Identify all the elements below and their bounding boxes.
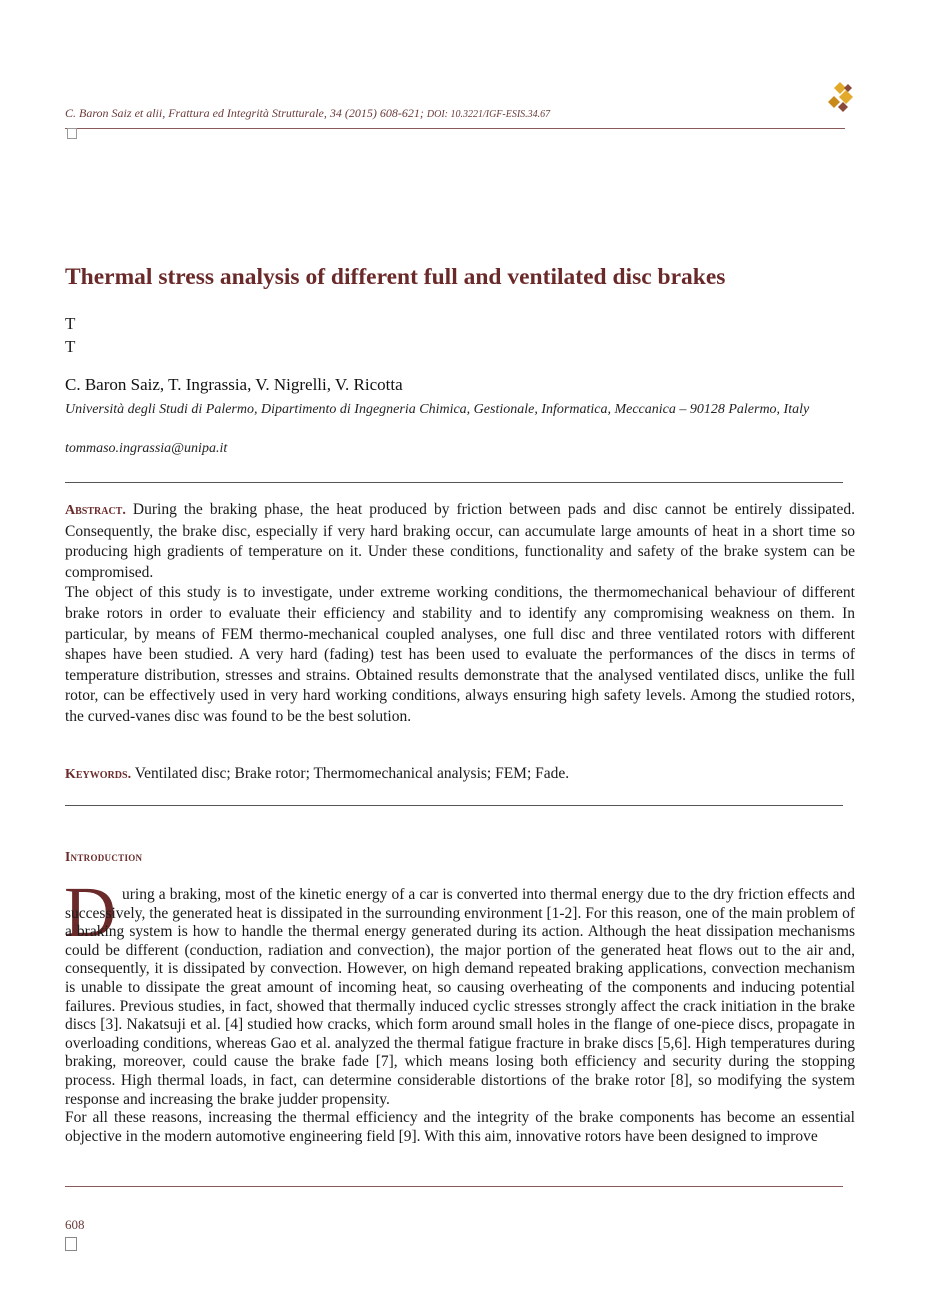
- placeholder-box-icon: [65, 1237, 77, 1251]
- abstract-paragraph-1: [65, 500, 855, 583]
- abstract-label: Abstract.: [65, 503, 126, 518]
- header-rule: [65, 128, 845, 129]
- keywords-label: Keywords.: [65, 767, 132, 782]
- abstract: [65, 500, 855, 728]
- abstract-top-rule: [65, 482, 843, 483]
- intro-paragraph-1: [65, 886, 855, 1109]
- stray-char: T: [65, 314, 76, 333]
- affiliation: Università degli Studi di Palermo, Dipartimento di Ingegneria Chimica, Gestionale, Informatica, Meccanica – 90128 Palermo, Italy: [65, 402, 810, 417]
- keywords: [65, 765, 855, 783]
- abstract-paragraph-2: The object of this study is to investigate, under extreme working conditions, the thermomechanical behaviour of different brake rotors in order to evaluate their efficiency and stability and to identify any compromising weakness on them. In particular, by means of FEM thermo-mechanical coupled analyses, one full disc and three ventilated rotors with different shapes have been studied. A very hard (fading) test has been used to evaluate the performances of the discs in terms of temperature distribution, stresses and strains. Obtained results demonstrate that the analysed ventilated discs, unlike the full rotor, can be effectively used in very hard working conditions, always ensuring high safety levels. Among the studied rotors, the curved-vanes disc was found to be the best solution.: [65, 584, 855, 725]
- abstract-bottom-rule: [65, 805, 843, 806]
- introduction-body: [65, 886, 855, 1146]
- placeholder-box-icon: [67, 128, 77, 139]
- keywords-text: Ventilated disc; Brake rotor; Thermomechanical analysis; FEM; Fade.: [134, 765, 570, 782]
- intro-paragraph-2: For all these reasons, increasing the thermal efficiency and the integrity of the brake components has become an essential objective in the modern automotive engineering field [9]. With this aim, innovative rotors have been designed to improve: [65, 1109, 855, 1145]
- footer-rule: [65, 1186, 843, 1187]
- section-heading-introduction: Introduction: [65, 849, 143, 864]
- author-email[interactable]: tommaso.ingrassia@unipa.it: [65, 441, 228, 456]
- stray-char: T: [65, 337, 76, 356]
- page-number: 608: [65, 1217, 85, 1232]
- journal-logo-icon: [826, 80, 856, 114]
- paper-title: Thermal stress analysis of different full and ventilated disc brakes: [65, 264, 726, 290]
- drop-cap: D: [64, 872, 116, 952]
- citation-text: C. Baron Saiz et alii, Frattura ed Integrità Strutturale, 34 (2015) 608-621;: [65, 106, 424, 120]
- intro-text-1: uring a braking, most of the kinetic energy of a car is converted into thermal energy due to the dry friction effects and successively, the generated heat is dissipated in the surrounding environment [1-2]. For this reason, one of the main problem of a braking system is how to handle the thermal energy generated during its action. Although the heat dissipation mechanisms could be different (conduction, radiation and convection), the major portion of the generated heat flows out to the air and, consequently, it is dissipated by convection. However, on high demand repeated braking applications, convection mechanism is unable to dissipate the great amount of incoming heat, so causing overheating of the components and inducing potential failures. Previous studies, in fact, showed that thermally induced cyclic stresses strongly affect the crack initiation in the brake discs [3]. Nakatsuji et al. [4] studied how cracks, which form around small holes in the flange of one-piece discs, propagate in overloading conditions, whereas Gao et al. analyzed the thermal fatigue fracture in brake discs [5,6]. High temperatures during braking, moreover, could cause the brake fade [7], which means losing both efficiency and security during the stopping process. High thermal loads, in fact, can determine considerable distortions of the brake rotor [8], so modifying the system response and increasing the brake judder propensity.: [65, 886, 855, 1108]
- header-citation: [65, 106, 825, 121]
- doi-text: DOI: 10.3221/IGF-ESIS.34.67: [426, 109, 551, 120]
- author-list: C. Baron Saiz, T. Ingrassia, V. Nigrelli, V. Ricotta: [65, 375, 403, 394]
- abstract-text-1: During the braking phase, the heat produced by friction between pads and disc cannot be entirely dissipated. Consequently, the brake disc, especially if very hard braking occur, can accumulate large amounts of heat in a short time so producing high gradients of temperature on it. Under these conditions, functionality and safety of the brake system can be compromised.: [65, 501, 855, 581]
